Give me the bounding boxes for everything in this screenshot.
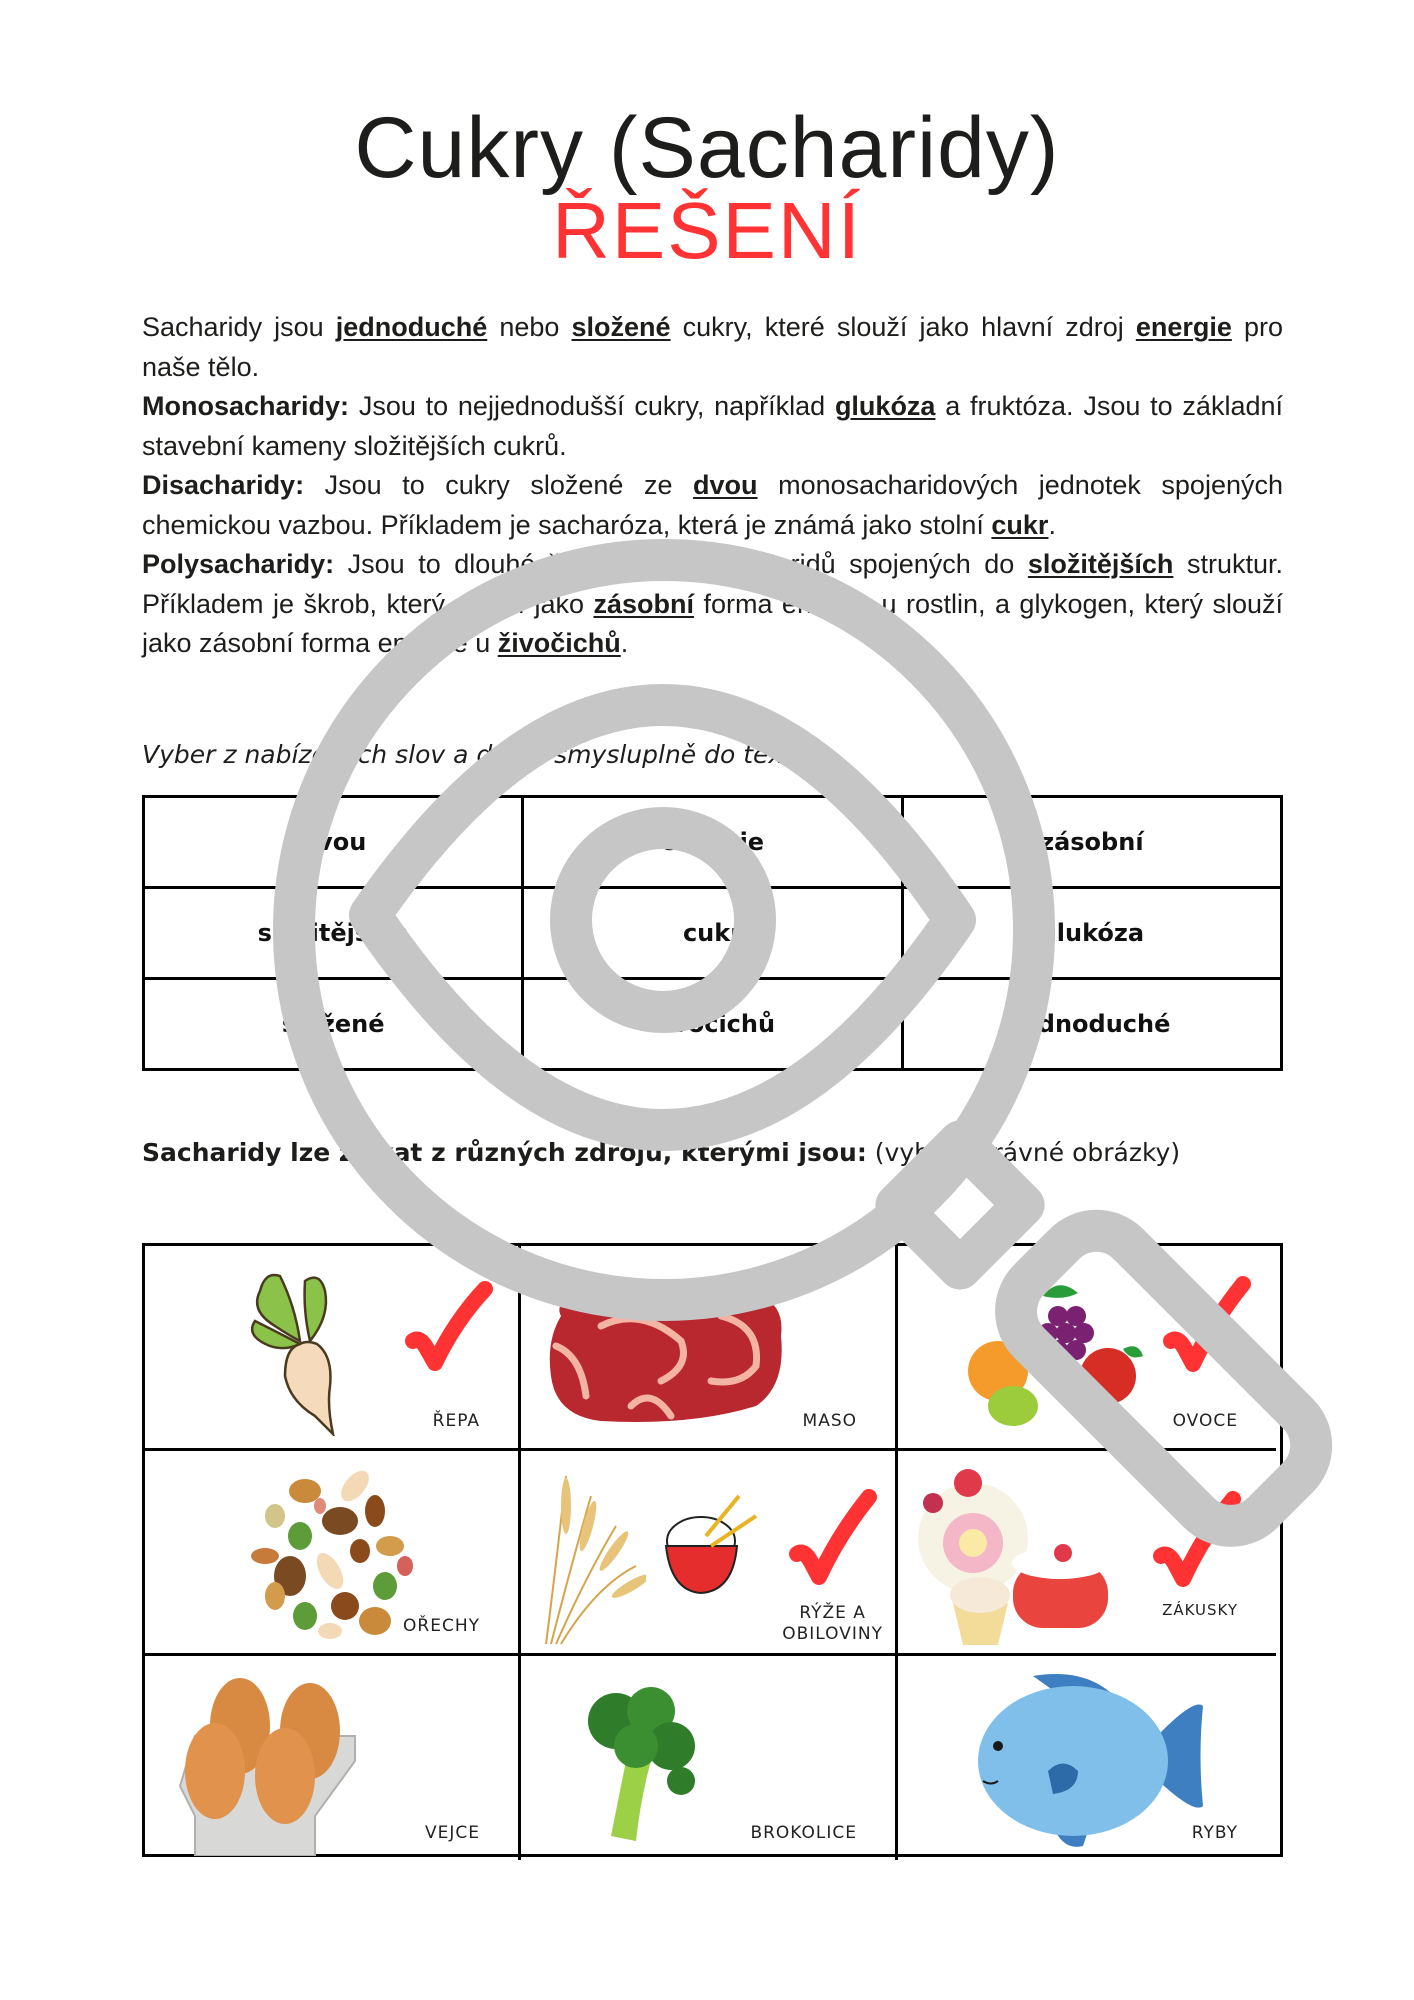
food-cell-eggs[interactable] — [145, 1656, 521, 1860]
word-cell: energie — [523, 797, 902, 888]
answer-word: cukr — [991, 509, 1049, 540]
food-label: MASO — [802, 1411, 857, 1431]
word-cell: zásobní — [902, 797, 1281, 888]
food-cell-meat[interactable] — [521, 1246, 898, 1451]
food-label: VEJCE — [425, 1823, 480, 1843]
word-cell: cukr — [523, 888, 902, 979]
word-cell: živočichů — [523, 979, 902, 1070]
food-label: RÝŽE A OBILOVINY — [782, 1603, 883, 1644]
word-cell: glukóza — [902, 888, 1281, 979]
page-title: Cukry (Sacharidy) — [354, 100, 1060, 196]
food-label: ŘEPA — [432, 1411, 480, 1431]
fish-icon — [953, 1666, 1213, 1851]
disaccharides-paragraph: Disacharidy: Jsou to cukry složené ze dvou monosacharidových jednotek spojených chemickou vazbou. Příkladem je sacharóza, která je známá jako stolní cukr. — [142, 470, 1283, 540]
checkmark-icon — [1153, 1491, 1243, 1601]
checkmark-icon — [1163, 1276, 1253, 1386]
cake-icon — [913, 1463, 1123, 1648]
broccoli-icon — [581, 1686, 701, 1846]
answer-word: energie — [1135, 312, 1232, 342]
checkmark-icon — [789, 1489, 879, 1599]
food-cell-rice-grains[interactable] — [521, 1451, 898, 1656]
word-cell: dvou — [144, 797, 523, 888]
word-cell: jednoduché — [902, 979, 1281, 1070]
food-label: RYBY — [1191, 1823, 1238, 1843]
term-label: Polysacharidy: — [142, 549, 335, 579]
grain-icon — [536, 1466, 646, 1646]
food-label: OVOCE — [1172, 1411, 1238, 1431]
rice-bowl-icon — [661, 1491, 761, 1601]
answer-word: živočichů — [497, 628, 621, 658]
answer-word: složitějších — [1027, 549, 1174, 579]
food-cell-fish[interactable] — [898, 1656, 1276, 1860]
table-row — [144, 797, 1282, 888]
answer-word: složené — [571, 312, 671, 342]
sources-question: Sacharidy lze získat z různých zdrojů, kterými jsou: (vyber správné obrázky) — [142, 1138, 1181, 1167]
meat-icon — [541, 1286, 791, 1426]
food-cell-nuts[interactable] — [145, 1451, 521, 1656]
table-row — [144, 888, 1282, 979]
monosaccharides-paragraph: Monosacharidy: Jsou to nejjednodušší cukry, například glukóza a fruktóza. Jsou to základní stavební kameny složitějších cukrů. — [142, 391, 1283, 461]
word-bank-table — [142, 795, 1283, 1071]
food-label: ZÁKUSKY — [1162, 1601, 1238, 1619]
beet-icon — [245, 1266, 355, 1436]
word-cell: složené — [144, 979, 523, 1070]
food-label: OŘECHY — [403, 1616, 480, 1636]
food-cell-cakes[interactable] — [898, 1451, 1276, 1656]
answer-word: zásobní — [593, 588, 694, 619]
food-grid — [142, 1243, 1283, 1857]
fruit-icon — [958, 1271, 1158, 1431]
food-cell-fruit[interactable] — [898, 1246, 1276, 1451]
table-row — [144, 979, 1282, 1070]
food-cell-broccoli[interactable] — [521, 1656, 898, 1860]
term-label: Monosacharidy: — [142, 391, 350, 421]
page-subtitle: ŘEŠENÍ — [552, 186, 862, 275]
polysaccharides-paragraph: Polysacharidy: Jsou to dlouhé řetězce monosacharidů spojených do složitějších struktur. Příkladem je škrob, který slouží jako zásobní forma energie u rostlin, a glykogen, který slouží jako zásobní forma energie u živočichů. — [142, 549, 1283, 658]
nuts-icon — [245, 1466, 425, 1646]
checkmark-icon — [405, 1281, 495, 1381]
term-label: Disacharidy: — [142, 470, 305, 500]
food-cell-beet[interactable] — [145, 1246, 521, 1451]
answer-word: dvou — [693, 470, 758, 500]
intro-paragraph: Sacharidy jsou jednoduché nebo složené cukry, které slouží jako hlavní zdroj energie pro naše tělo. — [142, 312, 1283, 382]
answer-word: glukóza — [834, 391, 936, 421]
food-label: BROKOLICE — [750, 1823, 857, 1843]
eggs-icon — [165, 1666, 405, 1856]
word-cell: složitějších — [144, 888, 523, 979]
instruction-text: Vyber z nabízených slov a doplň smysluplně do textu: — [142, 740, 818, 769]
intro-text — [142, 308, 1283, 664]
answer-word: jednoduché — [335, 312, 488, 342]
